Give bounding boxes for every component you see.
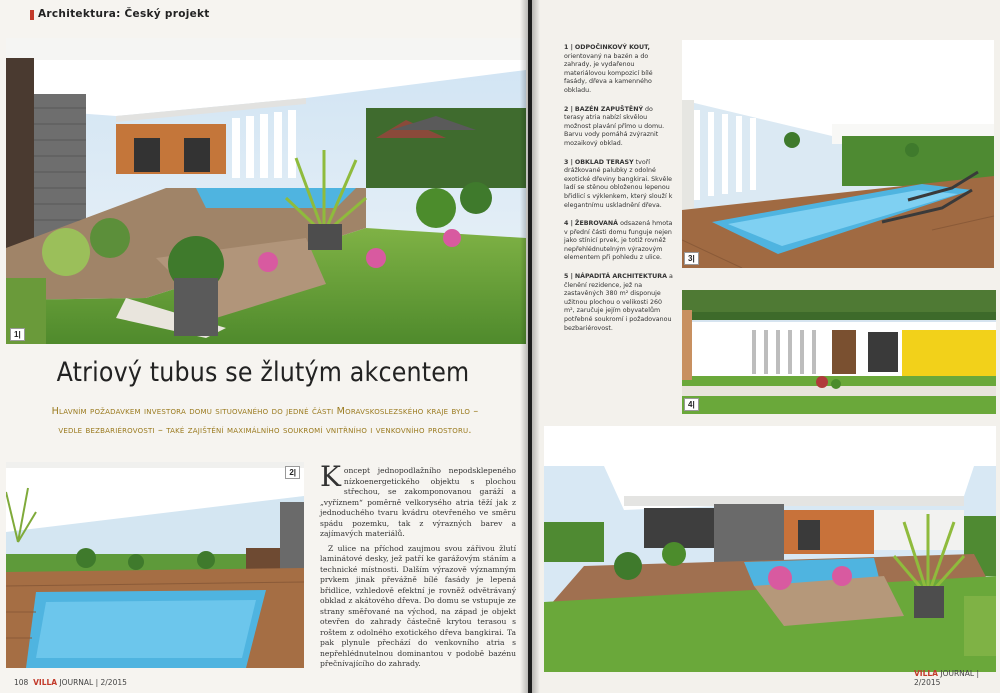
article-paragraph-1 xyxy=(320,460,516,540)
issue-label-right: JOURNAL | 2/2015 xyxy=(914,669,980,687)
issue-label: JOURNAL | 2/2015 xyxy=(59,678,127,687)
brand-name-right: VILLA xyxy=(914,669,938,678)
photo-badge-1: 1| xyxy=(10,328,25,341)
article-body xyxy=(320,460,516,674)
photo-captions xyxy=(564,44,674,343)
folio-right xyxy=(914,669,1000,687)
photo-badge-4: 4| xyxy=(684,398,699,411)
photo-badge-2: 2| xyxy=(285,466,300,479)
page-number: 108 xyxy=(14,678,29,687)
article-headline: Atriový tubus se žlutým akcentem xyxy=(56,357,470,388)
dropcap: K xyxy=(320,460,341,493)
caption-2: 2 | BAZÉN ZAPUŠTĚNÝ do terasy atria nabízí skvělou možnost plavání přímo u domu. Barvu vody pomáhá zvýraznit mozaikový obklad. xyxy=(564,105,665,147)
photo-house-overview xyxy=(544,426,996,672)
photo-street-facade xyxy=(682,290,996,414)
section-marker xyxy=(30,10,34,20)
article-paragraph-2: Z ulice na příchod zaujmou svou zářivou žlutí laminátové desky, jež patří ke garážovým stáním a technické místnosti. Dalším výrazově významným prvkem jinak převážně bílé fasády je lepená břidlice, vzhledově efektní je rovněž odvětrávaný obklad z akátového dřeva. Do domu se vstupuje ze strany směřované na východ, na západ je objekt otevřen do zahrady částečně krytou terasou s roštem z odolného exotického dřeva bangkirai. Ta pak plynule přechází do venkovního atria s nepřehlédnutelnou dominantou v podobě bazénu přečnívajícího do zahrady. xyxy=(320,543,516,668)
folio-left xyxy=(14,678,127,687)
caption-4: 4 | ŽEBROVANÁ odsazená hmota v přední části domu funguje nejen jako stínicí prvek, je totiž rovněž nepřehlédnutelným výrazovým elementem při pohledu z ulice. xyxy=(564,220,673,262)
photo-atrium xyxy=(6,38,526,344)
caption-5: 5 | NÁPADITÁ ARCHITEKTURA a členění rezidence, jež na zastavěných 380 m² disponuje užitnou plochou o velikosti 260 m², zaručuje jejím obyvatelům potřebné soukromí i požadovanou bezbariérovost. xyxy=(564,273,673,332)
article-paragraph-1-text: oncept jednopodlažního nepodsklepeného nízkoenergetického objektu s plochou střechou, se zakomponovanou garáží a „vyříznem“ poměrně velkorysého atria těží jak z jednoduchého tvaru kvádru otevřeného ve směru spádu pozemku, tak z výrazných barev a zajímavých materiálů. xyxy=(320,466,516,538)
page-gutter xyxy=(520,0,540,693)
photo-terrace-pool xyxy=(682,40,994,268)
caption-1: 1 | ODPOČINKOVÝ KOUT, orientovaný na bazén a do zahrady, je vydařenou materiálovou kompozicí bílé fasády, dřeva a kamenného obkladu. xyxy=(564,44,653,94)
photo-badge-3: 3| xyxy=(684,252,699,265)
brand-name: VILLA xyxy=(33,678,58,687)
section-label: Architektura: Český projekt xyxy=(38,8,210,20)
article-lead: Hlavním požadavkem investora domu situovaného do jedné části Moravskoslezského kraje bylo – vedle bezbariérovosti – také zajištění maximálního soukromí vnitřního i venkovního prostoru. xyxy=(51,406,479,436)
caption-3: 3 | OBKLAD TERASY tvoří drážkované palubky z odolné exotické dřeviny bangkirai. Skvěle ladí se stěnou obloženou lepenou břidlicí s výklenkem, který slouží k elegantnímu uskladnění dřeva. xyxy=(564,158,673,209)
photo-pool xyxy=(6,462,304,668)
